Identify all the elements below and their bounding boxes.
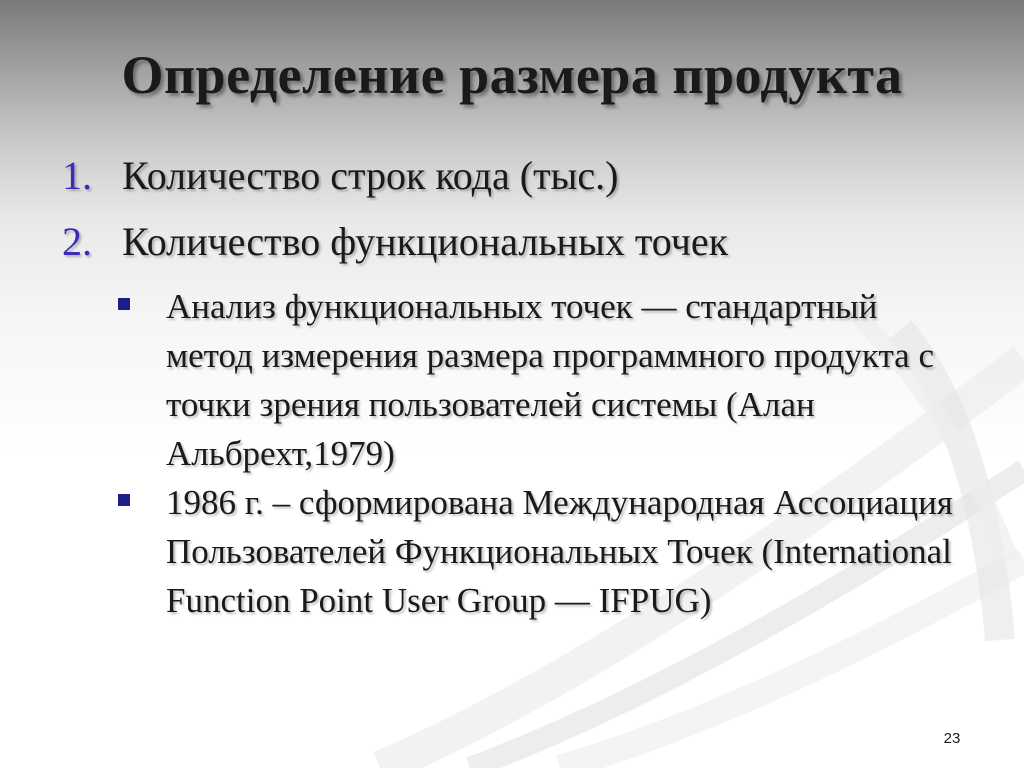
list-number: 1. (62, 153, 92, 198)
page-number: 23 (943, 730, 961, 747)
list-number: 2. (62, 219, 92, 264)
square-bullet-icon (118, 298, 130, 310)
list-item-text: Количество строк кода (тыс.) (122, 153, 619, 198)
list-item (62, 152, 619, 199)
square-bullet-icon (118, 494, 130, 506)
list-item (62, 218, 728, 265)
sub-list-item-text: 1986 г. – сформирована Международная Ассоциация Пользователей Функциональных Точек (International Function Point User Group — IFPUG) (166, 483, 953, 620)
sub-list-item-text: Анализ функциональных точек — стандартный метод измерения размера программного продукта с точки зрения пользователей системы (Алан Альбрехт,1979) (166, 287, 934, 473)
list-item-text: Количество функциональных точек (122, 219, 729, 264)
slide-title: Определение размера продукта (121, 45, 903, 105)
